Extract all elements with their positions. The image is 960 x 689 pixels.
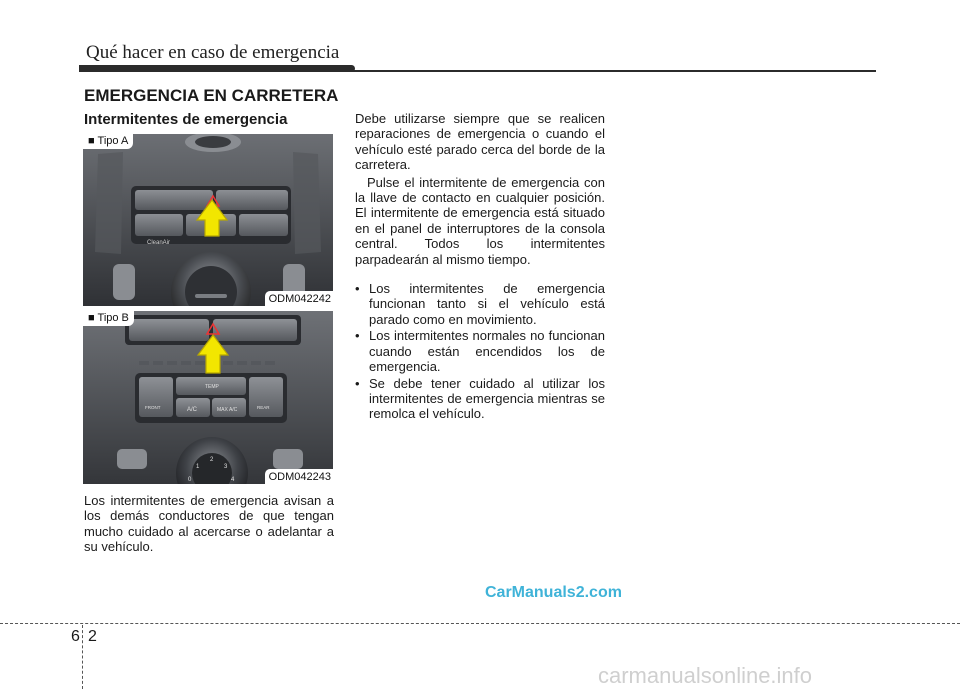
figure-a-code: ODM042242 xyxy=(265,291,333,306)
figure-tipo-a xyxy=(83,134,333,306)
max-ac-label: MAX A/C xyxy=(217,407,238,413)
watermark-link[interactable]: CarManuals2.com xyxy=(485,584,622,601)
dial-number-4: 4 xyxy=(231,477,235,483)
footer-rule xyxy=(0,623,960,624)
front-label: FRONT xyxy=(145,405,161,410)
ac-label: A/C xyxy=(187,407,198,413)
section-title: EMERGENCIA EN CARRETERA xyxy=(84,86,339,105)
list-item: • Los intermitentes de emergencia funcionan tanto si el vehículo está parado como en movimiento. xyxy=(355,281,605,327)
hazard-panel-b-illustration xyxy=(83,311,333,484)
temp-label: TEMP xyxy=(205,384,219,390)
footer-divider xyxy=(82,625,83,689)
watermark-footer: carmanualsonline.info xyxy=(598,663,813,688)
page-number: 2 xyxy=(88,628,97,645)
notes-list xyxy=(355,281,605,422)
dial-number-0: 0 xyxy=(188,477,192,483)
rear-label: REAR xyxy=(257,405,270,410)
dial-number-1: 1 xyxy=(196,464,200,470)
list-item: • Se debe tener cuidado al utilizar los intermitentes de emergencia mientras se remolca el vehículo. xyxy=(355,376,605,422)
list-item: • Los intermitentes normales no funcionan cuando están encendidos los de emergencia. xyxy=(355,328,605,374)
figure-a-label: ■ Tipo A xyxy=(83,134,133,149)
dial-number-3: 3 xyxy=(224,464,228,470)
figure-b-label: ■ Tipo B xyxy=(83,311,134,326)
right-column xyxy=(355,111,605,423)
hazard-panel-a-illustration xyxy=(83,134,333,306)
figure-b-code: ODM042243 xyxy=(265,469,333,484)
intro-paragraph: Los intermitentes de emergencia avisan a los demás conductores de que tengan mucho cuidado al acercarse o adelantar a su vehículo. xyxy=(84,493,334,555)
dial-number-2: 2 xyxy=(210,457,214,463)
subsection-title: Intermitentes de emergencia xyxy=(84,111,288,128)
chapter-title: Qué hacer en caso de emergencia xyxy=(86,42,340,63)
cleanair-label: CleanAir xyxy=(147,240,171,246)
chapter-number: 6 xyxy=(71,628,80,645)
header-rule xyxy=(79,70,876,72)
figure-tipo-b xyxy=(83,311,333,484)
usage-paragraph: Debe utilizarse siempre que se realicen reparaciones de emergencia o cuando el vehículo esté parado cerca del borde de la carretera. xyxy=(355,111,605,173)
operation-paragraph: Pulse el intermitente de emergencia con la llave de contacto en cualquier posición. El intermitente de emergencia está situado en el panel de interruptores de la consola central. Todos los intermitentes parpadearán al mismo tiempo. xyxy=(355,174,605,267)
